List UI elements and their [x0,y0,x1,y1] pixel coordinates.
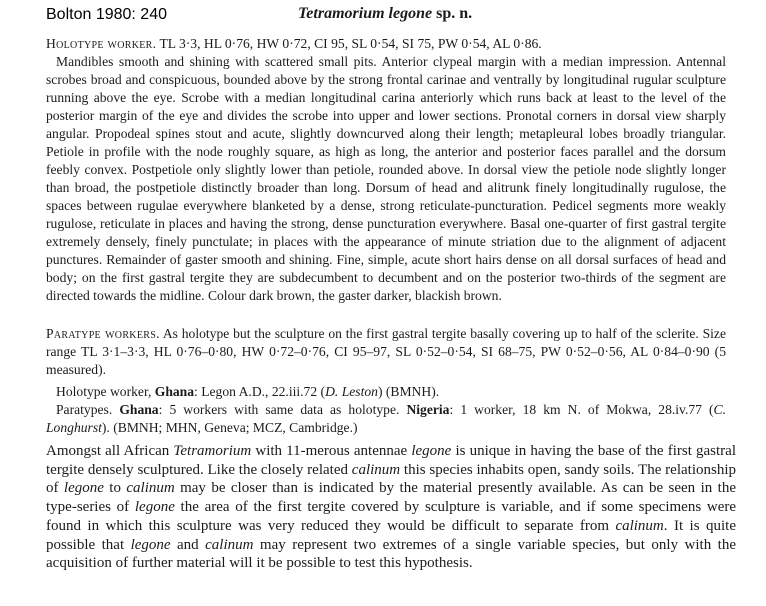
disc-text-8: . It is quite possible that [46,517,736,553]
disc-text-7: the area of the first tergite covered by sculpture is variable, and if some specimens were found in which this sculpture was very reduced they would be difficult to separate from [46,499,737,534]
disc-text-9: and [170,536,206,553]
disc-text-5: to [103,480,127,497]
disc-text-1: Amongst all African [46,443,174,459]
material-examined [46,383,726,437]
holotype-material-prefix: Holotype worker, [56,384,152,399]
holotype-body: Mandibles smooth and shining with scattered small pits. Anterior clypeal margin with a median impression. Antennal scrobes broad and conspicuous, bounded above by the strong frontal carinae and ventrally by longitudinal rugular sculpture running above the eye. Scrobe with a median longitudinal carina anteriorly which runs back at least to the level of the posterior margin of the eye and divides the scrobe into upper and lower sections. Pronotal corners in dorsal view sharply angular. Propodeal spines stout and acute, slightly downcurved along their length; metapleural lobes broadly triangular. Petiole in profile with the node roughly square, as high as long, the anterior and posterior faces parallel and the dorsum feebly convex. Postpetiole only slightly lower than petiole, rounded above. In dorsal view the petiole node slightly longer than broad, the postpetiole distinctly broader than long. Dorsum of head and alitrunk finely longitudinally rugulose, the spaces between rugulae everywhere blanketed by a dense, strong reticulate-puncturation. Pedicel segments more weakly rugulose, reticulate in places and having the strong, dense puncturation everywhere. Basal one-quarter of first gastral tergite extremely densely, finely punctulate; in places with the appearance of minute striation due to the alignment of adjacent punctures. Remainder of gaster smooth and shining. Fine, simple, acute short hairs dense on all dorsal surfaces of head and body; on the first gastral tergite they are subdecumbent to decumbent and on the posterior two-thirds of the segment are directed towards the midline. Colour dark brown, the gaster darker, blackish brown. [46,54,726,303]
holotype-locality: : Legon A.D., 22.iii.72 ( [194,384,326,399]
disc-text-4: this species inhabits open, sandy soils. The relationship of [46,461,736,497]
species-title [298,5,472,23]
holotype-label: Holotype worker. [46,36,157,51]
discussion-paragraph [46,442,736,573]
holotype-country: Ghana [154,384,195,399]
paratype-label: Paratype workers. [46,326,160,341]
disc-species-7: legone [130,536,171,553]
paratypes-country-1: Ghana [119,402,159,417]
disc-text-10: may represent two extremes of a single variable species, but only with the acquisition of further material will it be possible to test this hypothesis. [46,536,736,572]
disc-genus: Tetramorium [173,443,252,459]
disc-text-6: may be closer than is indicated by the material presently available. As can be seen in the type-series of [46,480,736,516]
holotype-measurements: TL 3·3, HL 0·76, HW 0·72, CI 95, SL 0·54, SI 75, PW 0·54, AL 0·86. [159,36,542,51]
paratypes-prefix: Paratypes. [56,402,113,417]
disc-species-8: calinum [205,536,254,553]
disc-text-3: is unique in having the base of the first gastral tergite densely sculptured. Like the closely related [46,443,736,478]
disc-species-1: legone [411,443,452,459]
holotype-repository: ) (BMNH). [377,384,440,399]
paratype-description [46,325,726,379]
paratypes-repositories: ). (BMNH; MHN, Geneva; MCZ, Cambridge.) [101,420,358,435]
holotype-description [46,35,726,305]
citation-label: Bolton 1980: 240 [46,6,167,23]
disc-species-2: calinum [351,461,401,478]
disc-species-4: calinum [126,480,175,497]
paratypes-country-2: Nigeria [406,402,450,417]
disc-species-6: calinum [615,517,664,534]
holotype-collector: D. Leston [325,384,378,399]
disc-text-2: with 11-merous antennae [251,443,412,459]
paratypes-collector: C. Longhurst [46,402,726,435]
species-name: Tetramorium legone [298,5,433,22]
disc-species-5: legone [134,499,175,516]
paratype-body: As holotype but the sculpture on the first gastral tergite basally covering up to half of the sclerite. Size range TL 3·1–3·3, HL 0·76–0·80, HW 0·72–0·76, CI 95–97, SL 0·52–0·54, SI 68–75, PW 0·52–0·56, AL 0·84–0·90 (5 measured). [46,326,726,377]
paratypes-locality: : 1 worker, 18 km N. of Mokwa, 28.iv.77 ( [449,402,714,417]
species-suffix: sp. n. [436,5,473,22]
disc-species-3: legone [63,480,104,497]
paratypes-mid: : 5 workers with same data as holotype. [158,402,400,417]
